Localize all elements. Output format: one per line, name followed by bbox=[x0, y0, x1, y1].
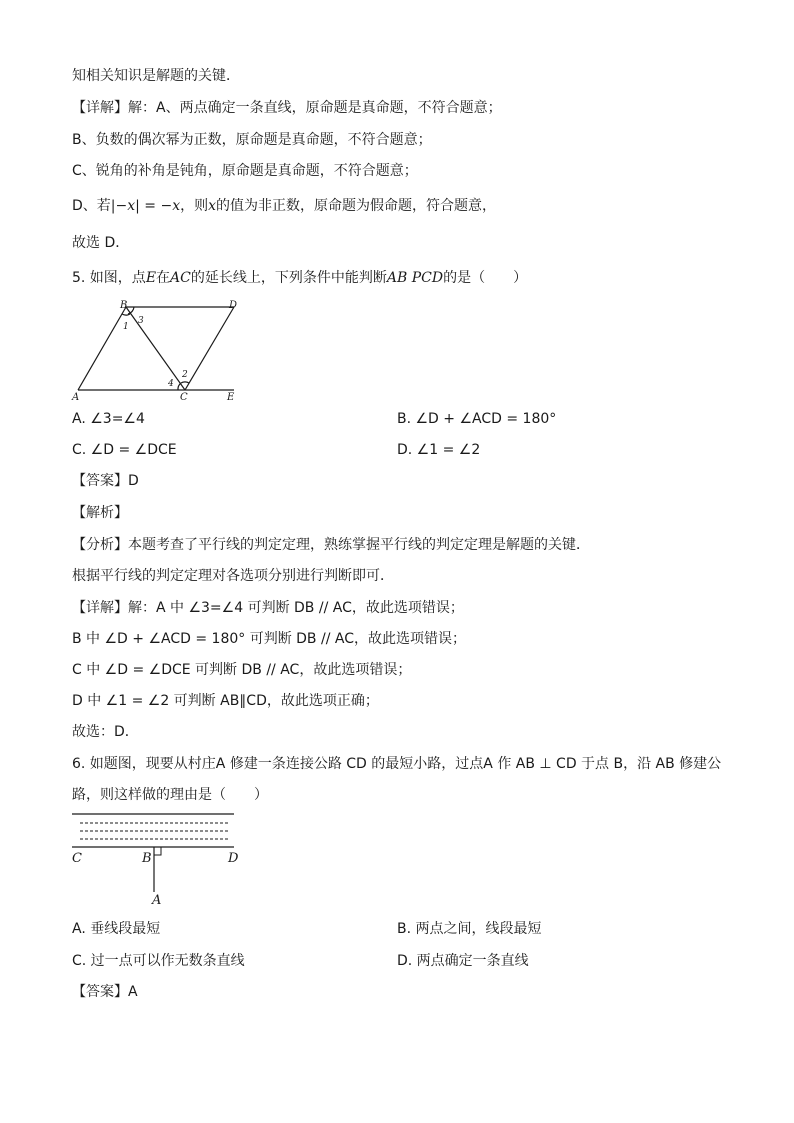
label-c: C bbox=[72, 851, 82, 866]
text-fragment: 在 bbox=[156, 270, 171, 286]
label-b: B bbox=[142, 851, 152, 866]
approach-line: 根据平行线的判定定理对各选项分别进行判断即可． bbox=[72, 568, 394, 584]
text-line: 知相关知识是解题的关键． bbox=[72, 68, 240, 84]
label-c: C bbox=[180, 392, 188, 403]
label-d: D bbox=[229, 300, 238, 311]
option-b: B. 两点之间，线段最短 bbox=[397, 921, 542, 937]
question-stem bbox=[72, 268, 527, 288]
math-expression: |−x| = −x bbox=[110, 198, 181, 214]
text-fragment: 的延长线上，下列条件中能判断 bbox=[190, 270, 387, 286]
choose-line: 故选：D． bbox=[72, 724, 139, 740]
angle-arc-1 bbox=[122, 314, 130, 315]
option-d: D. ∠1 = ∠2 bbox=[397, 442, 481, 458]
math-expression: AB PCD bbox=[386, 270, 444, 286]
label-e: E bbox=[227, 392, 235, 403]
option-a: A. 垂线段最短 bbox=[72, 921, 161, 937]
text-fragment: ，则 bbox=[180, 198, 209, 214]
label-a: A bbox=[152, 893, 162, 908]
option-a: A. ∠3=∠4 bbox=[72, 411, 145, 427]
angle-arc-4 bbox=[178, 383, 181, 390]
text-fragment: D、若 bbox=[72, 198, 111, 214]
angle-label-1: 1 bbox=[123, 322, 129, 332]
angle-arc-2 bbox=[181, 382, 189, 383]
option-c: C. 过一点可以作无数条直线 bbox=[72, 953, 245, 969]
detail-line: C 中 ∠D = ∠DCE 可判断 DB // AC，故此选项错误； bbox=[72, 662, 412, 678]
option-c: C. ∠D = ∠DCE bbox=[72, 442, 177, 458]
detail-line: 【详解】解：A、两点确定一条直线，原命题是真命题，不符合题意； bbox=[72, 100, 502, 116]
angle-label-3: 3 bbox=[138, 316, 144, 326]
segment-ba bbox=[78, 307, 126, 390]
detail-line: C、锐角的补角是钝角，原命题是真命题，不符合题意； bbox=[72, 163, 418, 179]
detail-line: B 中 ∠D + ∠ACD = 180° 可判断 DB // AC，故此选项错误； bbox=[72, 631, 466, 647]
text-fragment: 的值为非正数，原命题为假命题，符合题意， bbox=[216, 198, 497, 214]
question-stem: 路，则这样做的理由是（ ） bbox=[72, 787, 268, 803]
right-angle-mark bbox=[154, 847, 161, 855]
math-variable: E bbox=[145, 270, 157, 286]
analysis-line: 【分析】本题考查了平行线的判定定理，熟练掌握平行线的判定定理是解题的关键． bbox=[72, 537, 590, 553]
segment-dc bbox=[185, 307, 234, 390]
angle-label-4: 4 bbox=[168, 379, 174, 389]
detail-line: B、负数的偶次幂为正数，原命题是真命题，不符合题意； bbox=[72, 132, 432, 148]
analysis-tag: 【解析】 bbox=[72, 505, 128, 521]
label-b: B bbox=[120, 300, 128, 311]
parallelogram-figure bbox=[70, 298, 250, 404]
angle-label-2: 2 bbox=[182, 370, 188, 380]
math-variable: x bbox=[208, 198, 217, 214]
label-d: D bbox=[228, 851, 239, 866]
option-d: D. 两点确定一条直线 bbox=[397, 953, 529, 969]
detail-line: 【详解】解：A 中 ∠3=∠4 可判断 DB // AC，故此选项错误； bbox=[72, 600, 464, 616]
text-fragment: 5. 如图，点 bbox=[72, 270, 146, 286]
segment-bc bbox=[126, 307, 185, 390]
choose-line: 故选 D． bbox=[72, 235, 130, 251]
answer-line: 【答案】D bbox=[72, 473, 139, 489]
text-fragment: 的是（ ） bbox=[443, 270, 528, 286]
question-stem: 6. 如题图，现要从村庄A 修建一条连接公路 CD 的最短小路，过点A 作 AB ⊥ CD 于点 B，沿 AB 修建公 bbox=[72, 756, 722, 772]
road-figure bbox=[70, 810, 250, 910]
detail-line: D 中 ∠1 = ∠2 可判断 AB∥CD，故此选项正确； bbox=[72, 693, 379, 709]
detail-line bbox=[72, 196, 496, 216]
answer-line: 【答案】A bbox=[72, 984, 138, 1000]
math-variable: AC bbox=[170, 270, 191, 286]
label-a: A bbox=[72, 392, 80, 403]
option-b: B. ∠D + ∠ACD = 180° bbox=[397, 411, 557, 427]
